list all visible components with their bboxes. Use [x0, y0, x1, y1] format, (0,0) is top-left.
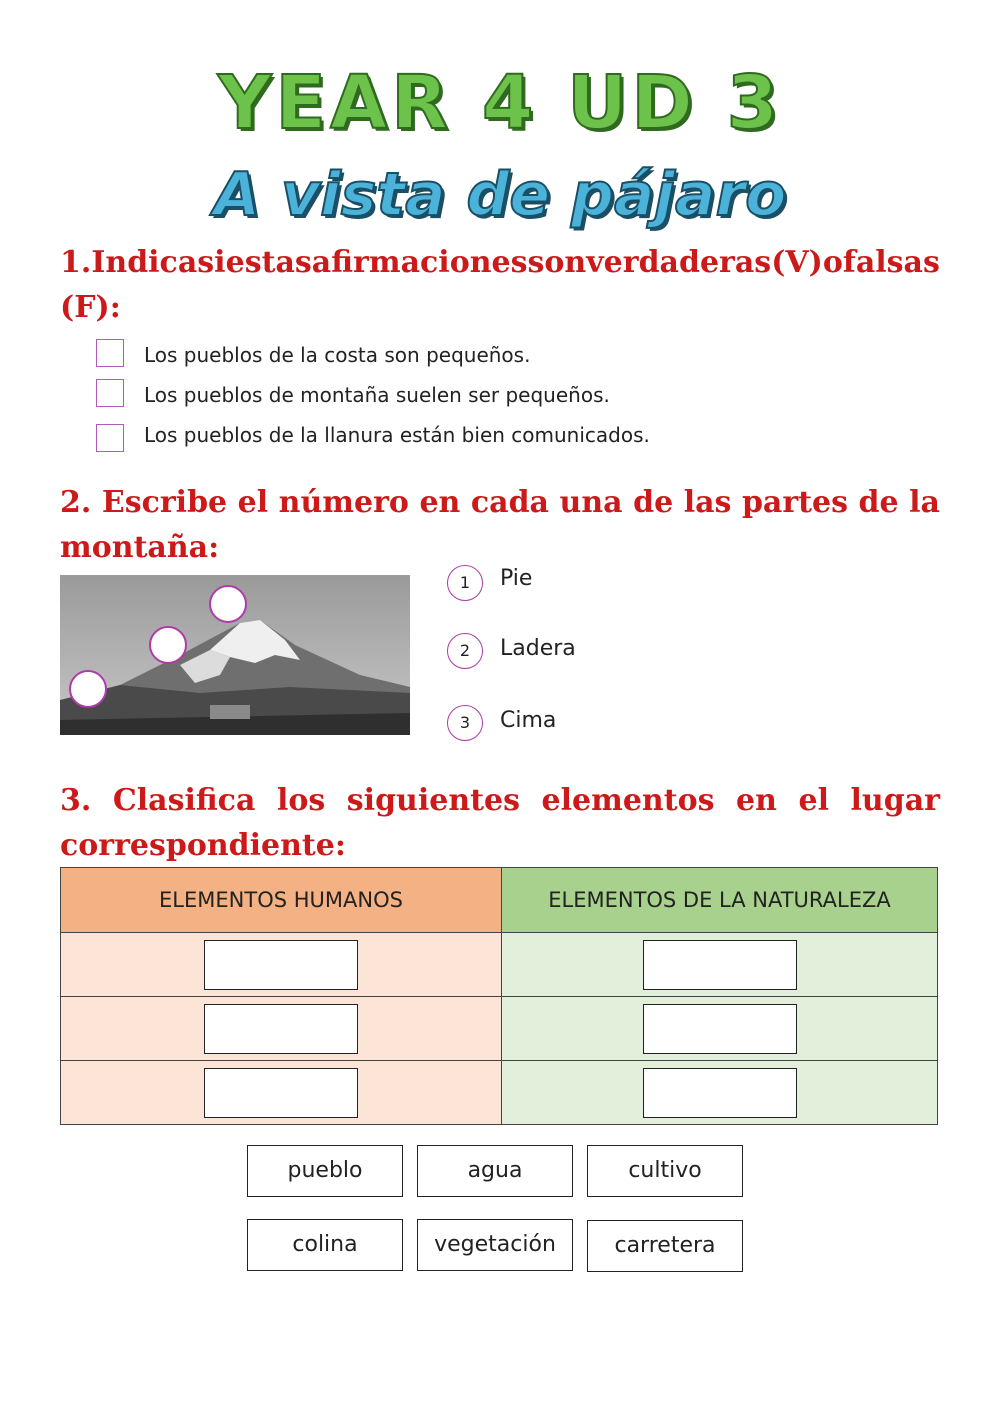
heading-word: Indica: [91, 245, 198, 280]
question-3-heading-line2: correspondiente:: [60, 828, 346, 863]
part-number-2: 2: [447, 633, 483, 669]
heading-word: siguientes: [346, 783, 520, 818]
table-row: [61, 1061, 938, 1125]
heading-word: de: [858, 485, 899, 520]
column-header-human: ELEMENTOS HUMANOS: [61, 868, 502, 933]
heading-word: (V): [771, 245, 823, 280]
question-2-heading-line2: montaña:: [60, 530, 220, 565]
photo-marker-bottom[interactable]: [69, 670, 107, 708]
page-subtitle: A vista de pájaro: [213, 160, 787, 230]
answer-checkbox-1[interactable]: [96, 339, 124, 367]
drop-slot-human[interactable]: [204, 940, 358, 990]
heading-word: 1.: [60, 245, 92, 280]
part-label-cima: Cima: [500, 708, 557, 733]
question-3-heading: [60, 778, 940, 868]
heading-word: partes: [741, 485, 848, 520]
question-1-heading-line2: (F):: [60, 290, 121, 325]
heading-word: los: [276, 783, 326, 818]
word-tile-vegetacion[interactable]: vegetación: [417, 1219, 573, 1271]
word-tile-agua[interactable]: agua: [417, 1145, 573, 1197]
heading-word: son: [527, 245, 587, 280]
column-header-nature: ELEMENTOS DE LA NATURALEZA: [502, 868, 938, 933]
word-tile-cultivo[interactable]: cultivo: [587, 1145, 743, 1197]
nature-cell: [502, 1061, 938, 1125]
human-cell: [61, 933, 502, 997]
heading-word: 2.: [60, 485, 92, 520]
word-tile-carretera[interactable]: carretera: [587, 1220, 743, 1272]
drop-slot-nature[interactable]: [643, 1068, 797, 1118]
table-header-row: [61, 868, 938, 933]
heading-word: en: [736, 783, 777, 818]
heading-word: el: [798, 783, 829, 818]
word-tile-pueblo[interactable]: pueblo: [247, 1145, 403, 1197]
heading-word: cada: [470, 485, 549, 520]
heading-word: Clasifica: [112, 783, 256, 818]
page-title: YEAR 4 UD 3: [217, 60, 783, 146]
statement-1: Los pueblos de la costa son pequeños.: [144, 343, 531, 367]
question-3-heading-line1: [60, 778, 940, 823]
heading-word: o: [822, 245, 843, 280]
heading-word: 3.: [60, 783, 92, 818]
human-cell: [61, 997, 502, 1061]
photo-marker-middle[interactable]: [149, 626, 187, 664]
heading-word: de: [633, 485, 674, 520]
answer-checkbox-2[interactable]: [96, 379, 124, 407]
heading-word: una: [559, 485, 623, 520]
drop-slot-human[interactable]: [204, 1004, 358, 1054]
heading-word: elementos: [541, 783, 715, 818]
drop-slot-nature[interactable]: [643, 1004, 797, 1054]
heading-word: las: [683, 485, 732, 520]
heading-word: estas: [225, 245, 312, 280]
classification-table: [60, 867, 938, 1125]
question-2-heading-line1: [60, 480, 940, 525]
heading-word: verdaderas: [586, 245, 772, 280]
heading-word: la: [909, 485, 940, 520]
heading-word: en: [419, 485, 461, 520]
statement-2: Los pueblos de montaña suelen ser pequeños.: [144, 383, 610, 407]
part-number-1: 1: [447, 565, 483, 601]
statement-3: Los pueblos de la llanura están bien comunicados.: [144, 423, 650, 447]
table-row: [61, 933, 938, 997]
part-number-3: 3: [447, 705, 483, 741]
nature-cell: [502, 997, 938, 1061]
table-row: [61, 997, 938, 1061]
heading-word: número: [278, 485, 409, 520]
photo-marker-top[interactable]: [209, 585, 247, 623]
human-cell: [61, 1061, 502, 1125]
heading-word: lugar: [850, 783, 940, 818]
heading-word: afirmaciones: [311, 245, 528, 280]
heading-word: si: [197, 245, 226, 280]
answer-checkbox-3[interactable]: [96, 424, 124, 452]
drop-slot-nature[interactable]: [643, 940, 797, 990]
question-2-heading: [60, 480, 940, 570]
word-tile-colina[interactable]: colina: [247, 1219, 403, 1271]
heading-word: el: [237, 485, 269, 520]
question-1-heading-line1: [60, 240, 940, 285]
nature-cell: [502, 933, 938, 997]
part-label-ladera: Ladera: [500, 636, 576, 661]
part-label-pie: Pie: [500, 566, 533, 591]
heading-word: Escribe: [101, 485, 228, 520]
drop-slot-human[interactable]: [204, 1068, 358, 1118]
question-1-heading: [60, 240, 940, 330]
heading-word: falsas: [842, 245, 940, 280]
